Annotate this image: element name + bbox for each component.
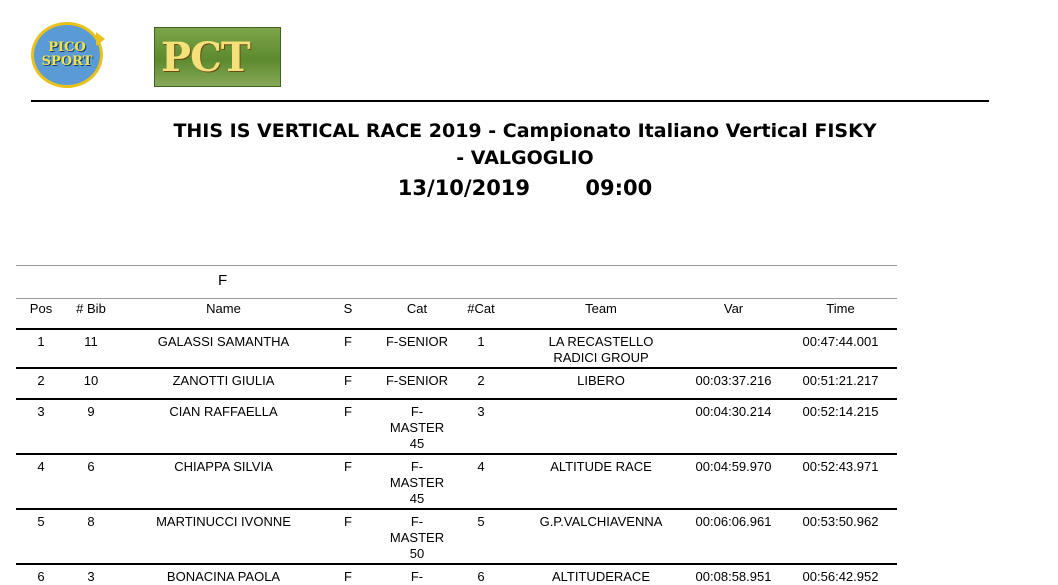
race-time: 09:00 xyxy=(585,176,653,200)
cell-time: 00:52:14.215 xyxy=(802,404,879,419)
cell-team: G.P.VALCHIAVENNA xyxy=(539,514,663,529)
cell-cat: F-MASTER 45 xyxy=(389,404,445,451)
page-title xyxy=(100,118,950,172)
cell-var: 00:04:59.970 xyxy=(695,459,772,474)
table-row xyxy=(16,330,897,369)
pico-sport-logo xyxy=(31,22,103,88)
group-label: F xyxy=(218,272,228,289)
cell-ncat: 4 xyxy=(477,459,485,474)
table-row xyxy=(16,369,897,400)
cell-name: CHIAPPA SILVIA xyxy=(174,459,273,474)
cell-name: MARTINUCCI IVONNE xyxy=(156,514,291,529)
cell-pos: 3 xyxy=(37,404,45,419)
cell-s: F xyxy=(344,459,352,474)
cell-bib: 10 xyxy=(83,373,99,388)
cell-var: 00:08:58.951 xyxy=(695,569,772,584)
cell-bib: 11 xyxy=(84,334,98,349)
cell-time: 00:52:43.971 xyxy=(802,459,879,474)
cell-ncat: 1 xyxy=(477,334,485,349)
title-line-2: - VALGOGLIO xyxy=(456,147,594,169)
cell-cat: F-SENIOR xyxy=(385,373,449,388)
pico-logo-text-1: PICO xyxy=(48,40,86,55)
cell-ncat: 2 xyxy=(477,373,485,388)
cell-time: 00:56:42.952 xyxy=(802,569,879,584)
cell-bib: 8 xyxy=(87,514,95,529)
col-team: Team xyxy=(585,301,617,316)
cell-time: 00:47:44.001 xyxy=(802,334,879,349)
cell-bib: 6 xyxy=(87,459,95,474)
cell-name: ZANOTTI GIULIA xyxy=(172,373,275,388)
cell-team: LIBERO xyxy=(577,373,625,388)
pct-logo-text: PCT xyxy=(161,34,250,81)
cell-time: 00:53:50.962 xyxy=(802,514,879,529)
cell-s: F xyxy=(344,373,352,388)
group-header xyxy=(16,265,897,299)
cell-bib: 3 xyxy=(87,569,95,584)
pct-logo xyxy=(154,27,281,87)
col-name: Name xyxy=(206,301,241,316)
cell-cat: F-MASTER 50 xyxy=(389,514,445,561)
cell-pos: 5 xyxy=(37,514,45,529)
cell-pos: 4 xyxy=(37,459,45,474)
cell-s: F xyxy=(344,404,352,419)
race-date: 13/10/2019 xyxy=(397,176,531,200)
cell-name: BONACINA PAOLA xyxy=(166,569,281,584)
col-bib: # Bib xyxy=(76,301,106,316)
table-row xyxy=(16,455,897,510)
cell-var: 00:03:37.216 xyxy=(695,373,772,388)
cell-name: GALASSI SAMANTHA xyxy=(157,334,290,349)
cell-team: LA RECASTELLO RADICI GROUP xyxy=(548,334,654,365)
cell-pos: 1 xyxy=(37,334,45,349)
cell-s: F xyxy=(344,334,352,349)
cell-ncat: 3 xyxy=(477,404,485,419)
cell-cat: F- xyxy=(410,569,424,584)
col-time: Time xyxy=(826,301,855,316)
pico-logo-text-2: SPORT xyxy=(41,54,93,69)
cell-pos: 2 xyxy=(37,373,45,388)
col-cat: Cat xyxy=(406,301,428,316)
table-header xyxy=(16,297,897,330)
cell-team: ALTITUDERACE xyxy=(552,569,650,584)
cell-ncat: 5 xyxy=(477,514,485,529)
cell-bib: 9 xyxy=(87,404,95,419)
col-ncat: #Cat xyxy=(467,301,495,316)
cell-var: 00:06:06.961 xyxy=(695,514,772,529)
cell-team: ALTITUDE RACE xyxy=(550,459,652,474)
col-pos: Pos xyxy=(29,301,53,316)
race-datetime xyxy=(100,176,950,200)
col-s: S xyxy=(343,301,353,316)
cell-pos: 6 xyxy=(37,569,45,584)
table-row xyxy=(16,510,897,565)
cell-s: F xyxy=(344,569,352,584)
arrow-icon xyxy=(96,32,105,46)
cell-s: F xyxy=(344,514,352,529)
table-row xyxy=(16,565,897,584)
cell-time: 00:51:21.217 xyxy=(802,373,879,388)
cell-cat: F-MASTER 45 xyxy=(389,459,445,506)
cell-name: CIAN RAFFAELLA xyxy=(169,404,278,419)
header-rule xyxy=(31,100,989,102)
table-row xyxy=(16,400,897,455)
col-var: Var xyxy=(723,301,744,316)
title-line-1: THIS IS VERTICAL RACE 2019 - Campionato Italiano Vertical FISKY xyxy=(173,120,877,142)
cell-ncat: 6 xyxy=(477,569,485,584)
cell-var: 00:04:30.214 xyxy=(695,404,772,419)
cell-cat: F-SENIOR xyxy=(385,334,449,349)
